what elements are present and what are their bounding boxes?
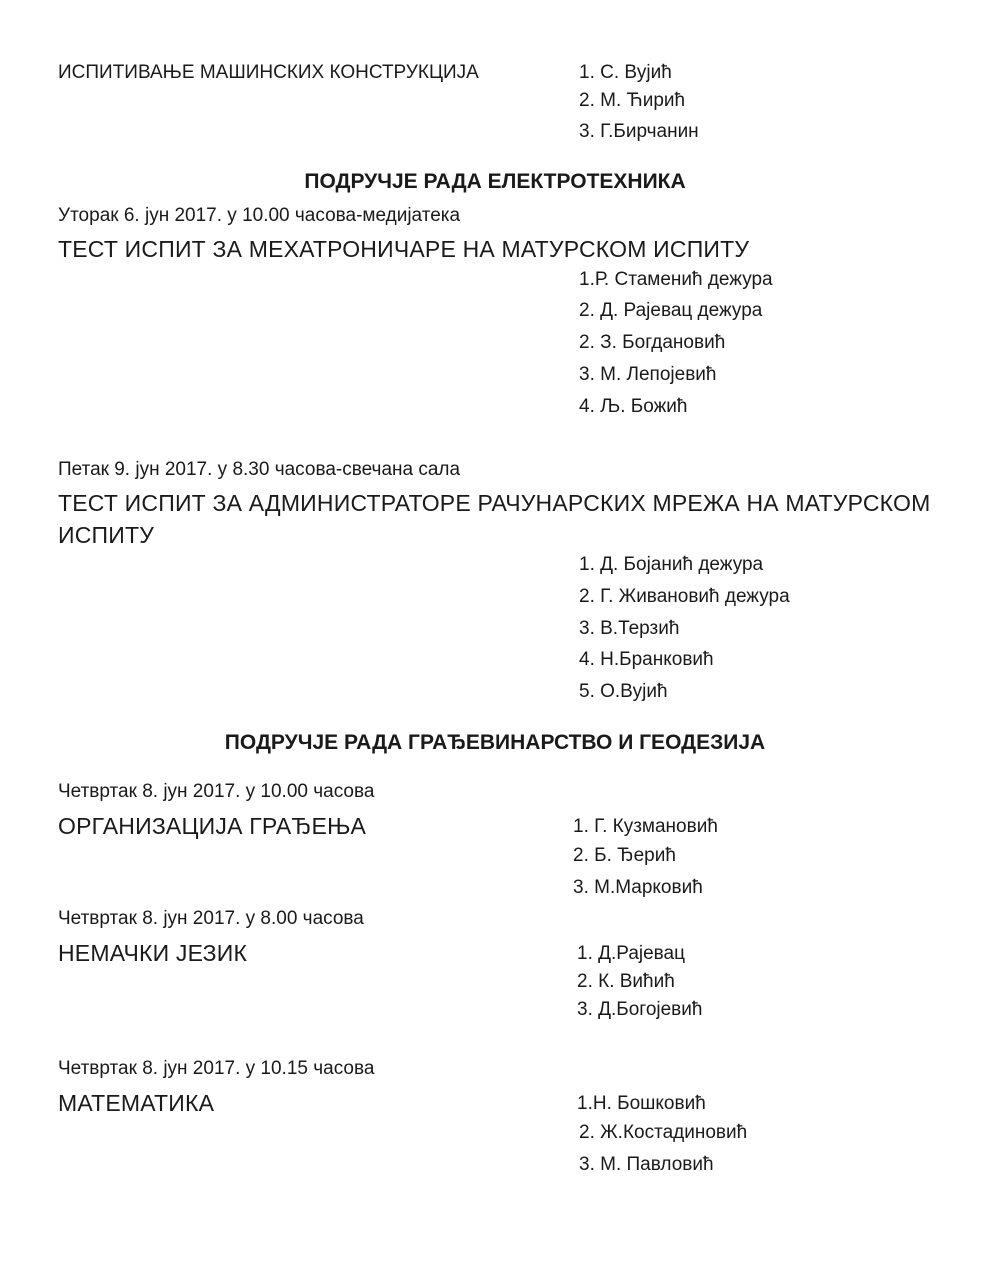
subject-title: ТЕСТ ИСПИТ ЗА МЕХАТРОНИЧАРЕ НА МАТУРСКОМ ИСПИТУ: [58, 236, 750, 262]
commission-member: 2. Ж.Костадиновић: [579, 1122, 748, 1143]
exam-date: Четвртак 8. јун 2017. у 10.00 часова: [58, 781, 375, 802]
commission-member: 3. Д.Богојевић: [577, 999, 703, 1020]
section-heading: ПОДРУЧЈЕ РАДА ГРАЂЕВИНАРСТВО И ГЕОДЕЗИЈА: [224, 731, 766, 754]
exam-date: Четвртак 8. јун 2017. у 8.00 часова: [58, 908, 364, 929]
commission-member: 2. З. Богдановић: [579, 332, 726, 353]
commission-member: 2. Г. Живановић дежура: [579, 586, 790, 607]
commission-member: 3. М. Лепојевић: [579, 364, 717, 385]
commission-member: 1. Г. Кузмановић: [573, 816, 718, 837]
commission-member: 2. Б. Ђерић: [573, 845, 676, 866]
commission-member: 1. Д. Бојанић дежура: [579, 554, 764, 575]
commission-member: 5. О.Вујић: [579, 681, 668, 702]
commission-member: 4. Љ. Божић: [579, 396, 688, 417]
commission-member: 3. В.Терзић: [579, 618, 680, 639]
subject-title: ОРГАНИЗАЦИЈА ГРАЂЕЊА: [58, 813, 367, 839]
commission-member: 2. М. Ћирић: [579, 90, 686, 111]
subject-title: МАТЕМАТИКА: [58, 1090, 215, 1116]
commission-member: 1.Н. Бошковић: [577, 1093, 706, 1114]
exam-date: Четвртак 8. јун 2017. у 10.15 часова: [58, 1058, 375, 1079]
commission-member: 3. М. Павловић: [579, 1154, 714, 1175]
section-heading: ПОДРУЧЈЕ РАДА ЕЛЕКТРОТЕХНИКА: [304, 170, 686, 193]
exam-date: Уторак 6. јун 2017. у 10.00 часова-медијатека: [58, 205, 461, 226]
subject-title-continued: ИСПИТУ: [58, 522, 155, 548]
subject-title: ИСПИТИВАЊЕ МАШИНСКИХ КОНСТРУКЦИЈА: [58, 62, 479, 83]
commission-member: 3. Г.Бирчанин: [579, 121, 699, 142]
commission-member: 1.Р. Стаменић дежура: [579, 269, 773, 290]
subject-title: НЕМАЧКИ ЈЕЗИК: [58, 940, 248, 966]
commission-member: 3. М.Марковић: [573, 877, 703, 898]
commission-member: 4. Н.Бранковић: [579, 649, 714, 670]
exam-date: Петак 9. јун 2017. у 8.30 часова-свечана сала: [58, 459, 461, 480]
commission-member: 1. Д.Рајевац: [577, 943, 685, 964]
commission-member: 1. С. Вујић: [579, 62, 672, 83]
commission-member: 2. Д. Рајевац дежура: [579, 300, 763, 321]
subject-title: ТЕСТ ИСПИТ ЗА АДМИНИСТРАТОРЕ РАЧУНАРСКИХ МРЕЖА НА МАТУРСКОМ: [58, 490, 931, 516]
commission-member: 2. К. Вићић: [577, 971, 675, 992]
